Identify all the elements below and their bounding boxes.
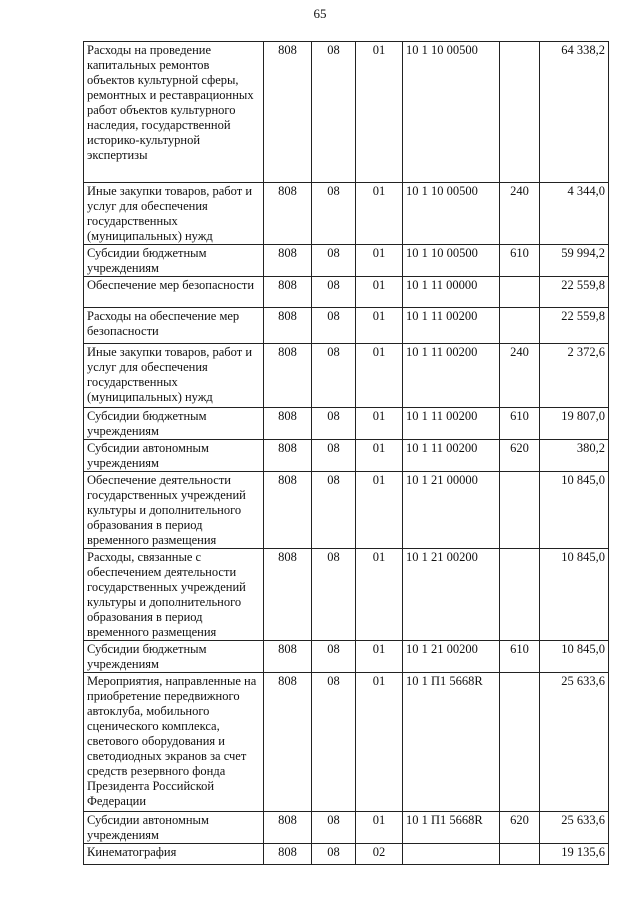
expense-name: Расходы, связанные с обеспечением деятельности государственных учреждений культуры и дополнительного образования в период временного размещения xyxy=(84,549,264,641)
expense-name: Субсидии бюджетным учреждениям xyxy=(84,408,264,440)
amount: 4 344,0 xyxy=(540,183,609,245)
section-code: 08 xyxy=(312,245,356,277)
target-item-code: 10 1 10 00500 xyxy=(403,42,500,183)
expense-type-code xyxy=(500,673,540,812)
table-row xyxy=(84,549,609,641)
expense-type-code: 240 xyxy=(500,183,540,245)
ministry-code: 808 xyxy=(264,183,312,245)
subsection-code: 01 xyxy=(356,408,403,440)
ministry-code: 808 xyxy=(264,549,312,641)
expense-type-code xyxy=(500,42,540,183)
subsection-code: 01 xyxy=(356,42,403,183)
section-code: 08 xyxy=(312,472,356,549)
table-row xyxy=(84,440,609,472)
expense-name: Расходы на обеспечение мер безопасности xyxy=(84,308,264,344)
table-row xyxy=(84,245,609,277)
target-item-code: 10 1 10 00500 xyxy=(403,245,500,277)
target-item-code: 10 1 11 00200 xyxy=(403,440,500,472)
table-row xyxy=(84,641,609,673)
target-item-code: 10 1 11 00200 xyxy=(403,308,500,344)
expense-type-code: 620 xyxy=(500,440,540,472)
amount: 64 338,2 xyxy=(540,42,609,183)
expense-name: Обеспечение мер безопасности xyxy=(84,277,264,308)
section-code: 08 xyxy=(312,42,356,183)
section-code: 08 xyxy=(312,440,356,472)
ministry-code: 808 xyxy=(264,844,312,865)
expense-type-code: 610 xyxy=(500,245,540,277)
subsection-code: 01 xyxy=(356,308,403,344)
expense-name: Кинематография xyxy=(84,844,264,865)
expense-name: Субсидии бюджетным учреждениям xyxy=(84,641,264,673)
table-row xyxy=(84,277,609,308)
amount: 19 135,6 xyxy=(540,844,609,865)
expense-name: Расходы на проведение капитальных ремонтов объектов культурной сферы, ремонтных и реставрационных работ объектов культурного наследия, государственной историко-культурной экспертизы xyxy=(84,42,264,183)
ministry-code: 808 xyxy=(264,472,312,549)
ministry-code: 808 xyxy=(264,408,312,440)
subsection-code: 01 xyxy=(356,549,403,641)
expense-type-code xyxy=(500,308,540,344)
table-row xyxy=(84,308,609,344)
target-item-code: 10 1 21 00000 xyxy=(403,472,500,549)
section-code: 08 xyxy=(312,277,356,308)
subsection-code: 01 xyxy=(356,472,403,549)
ministry-code: 808 xyxy=(264,812,312,844)
expense-name: Субсидии бюджетным учреждениям xyxy=(84,245,264,277)
target-item-code xyxy=(403,844,500,865)
section-code: 08 xyxy=(312,344,356,408)
table-row xyxy=(84,42,609,183)
amount: 22 559,8 xyxy=(540,308,609,344)
expense-type-code: 240 xyxy=(500,344,540,408)
subsection-code: 01 xyxy=(356,673,403,812)
expense-name: Иные закупки товаров, работ и услуг для обеспечения государственных (муниципальных) нужд xyxy=(84,183,264,245)
amount: 25 633,6 xyxy=(540,673,609,812)
section-code: 08 xyxy=(312,844,356,865)
amount: 25 633,6 xyxy=(540,812,609,844)
expense-type-code xyxy=(500,549,540,641)
amount: 10 845,0 xyxy=(540,472,609,549)
expense-type-code xyxy=(500,277,540,308)
target-item-code: 10 1 11 00200 xyxy=(403,344,500,408)
section-code: 08 xyxy=(312,812,356,844)
expense-name: Субсидии автономным учреждениям xyxy=(84,440,264,472)
table-row xyxy=(84,844,609,865)
table-row xyxy=(84,344,609,408)
ministry-code: 808 xyxy=(264,440,312,472)
expense-type-code: 620 xyxy=(500,812,540,844)
subsection-code: 02 xyxy=(356,844,403,865)
amount: 2 372,6 xyxy=(540,344,609,408)
target-item-code: 10 1 П1 5668R xyxy=(403,812,500,844)
subsection-code: 01 xyxy=(356,277,403,308)
target-item-code: 10 1 11 00000 xyxy=(403,277,500,308)
section-code: 08 xyxy=(312,308,356,344)
section-code: 08 xyxy=(312,673,356,812)
page-number: 65 xyxy=(313,6,327,21)
section-code: 08 xyxy=(312,408,356,440)
expense-type-code: 610 xyxy=(500,641,540,673)
ministry-code: 808 xyxy=(264,308,312,344)
subsection-code: 01 xyxy=(356,440,403,472)
subsection-code: 01 xyxy=(356,183,403,245)
amount: 10 845,0 xyxy=(540,641,609,673)
section-code: 08 xyxy=(312,183,356,245)
expense-type-code xyxy=(500,844,540,865)
target-item-code: 10 1 П1 5668R xyxy=(403,673,500,812)
ministry-code: 808 xyxy=(264,641,312,673)
subsection-code: 01 xyxy=(356,344,403,408)
amount: 22 559,8 xyxy=(540,277,609,308)
ministry-code: 808 xyxy=(264,245,312,277)
expense-name: Обеспечение деятельности государственных учреждений культуры и дополнительного образования в период временного размещения xyxy=(84,472,264,549)
ministry-code: 808 xyxy=(264,673,312,812)
expense-name: Субсидии автономным учреждениям xyxy=(84,812,264,844)
subsection-code: 01 xyxy=(356,812,403,844)
amount: 19 807,0 xyxy=(540,408,609,440)
expense-type-code xyxy=(500,472,540,549)
budget-table xyxy=(83,41,609,865)
table-row xyxy=(84,472,609,549)
expense-name: Мероприятия, направленные на приобретение передвижного автоклуба, мобильного сценического комплекса, светового оборудования и светодиодных экранов за счет средств резервного фонда Президента Российской Федерации xyxy=(84,673,264,812)
ministry-code: 808 xyxy=(264,277,312,308)
ministry-code: 808 xyxy=(264,42,312,183)
table-row xyxy=(84,408,609,440)
amount: 59 994,2 xyxy=(540,245,609,277)
expense-type-code: 610 xyxy=(500,408,540,440)
target-item-code: 10 1 10 00500 xyxy=(403,183,500,245)
subsection-code: 01 xyxy=(356,641,403,673)
table-row xyxy=(84,673,609,812)
table-row xyxy=(84,812,609,844)
ministry-code: 808 xyxy=(264,344,312,408)
target-item-code: 10 1 11 00200 xyxy=(403,408,500,440)
target-item-code: 10 1 21 00200 xyxy=(403,549,500,641)
amount: 380,2 xyxy=(540,440,609,472)
target-item-code: 10 1 21 00200 xyxy=(403,641,500,673)
subsection-code: 01 xyxy=(356,245,403,277)
section-code: 08 xyxy=(312,641,356,673)
section-code: 08 xyxy=(312,549,356,641)
expense-name: Иные закупки товаров, работ и услуг для обеспечения государственных (муниципальных) нужд xyxy=(84,344,264,408)
table-row xyxy=(84,183,609,245)
amount: 10 845,0 xyxy=(540,549,609,641)
